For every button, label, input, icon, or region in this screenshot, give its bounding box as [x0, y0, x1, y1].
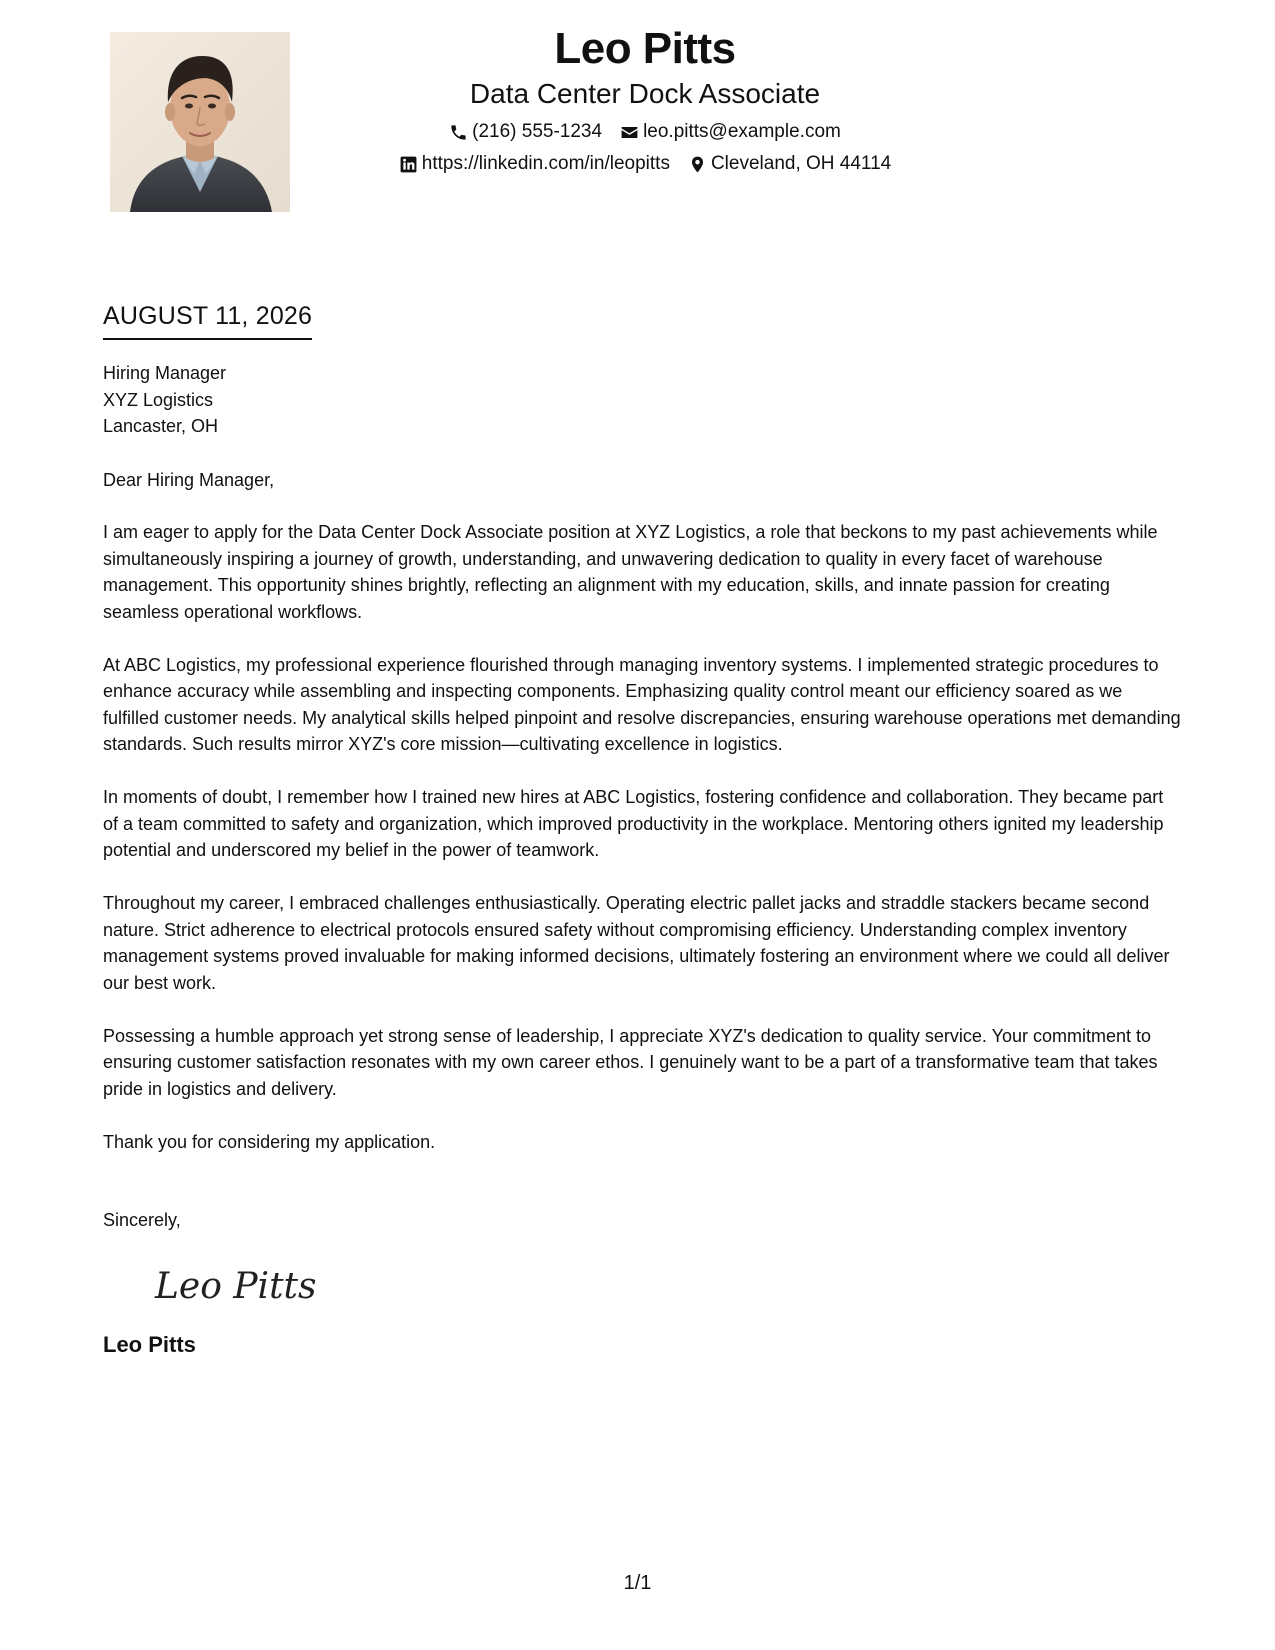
- contact-line-1: [300, 116, 990, 148]
- email-text: leo.pitts@example.com: [643, 121, 841, 142]
- letter-body: [103, 360, 1183, 1358]
- recipient-company: XYZ Logistics: [103, 389, 214, 410]
- linkedin-icon: [399, 155, 418, 174]
- contact-location: [688, 148, 891, 180]
- body-paragraph-5: Possessing a humble approach yet strong sense of leadership, I appreciate XYZ's dedication to quality service. Your commitment to ensuring customer satisfaction resonates with my own career ethos. I genuinely want to be a part of a transformative team that takes pride in logistics and delivery.: [103, 1025, 1158, 1099]
- salutation: Dear Hiring Manager,: [103, 469, 275, 490]
- recipient-block: [103, 360, 1183, 440]
- body-paragraph-3: In moments of doubt, I remember how I trained new hires at ABC Logistics, fostering confidence and collaboration. They became part of a team committed to safety and organization, which improved productivity in the workplace. Mentoring others ignited my leadership potential and underscored my belief in the power of teamwork.: [103, 787, 1164, 860]
- recipient-name: Hiring Manager: [103, 363, 227, 383]
- contact-linkedin: [399, 148, 670, 180]
- linkedin-text: https://linkedin.com/in/leopitts: [421, 153, 670, 174]
- profile-photo: [110, 32, 290, 212]
- phone-icon: [449, 123, 468, 142]
- envelope-icon: [620, 123, 639, 142]
- letter-date: AUGUST 11, 2026: [103, 300, 312, 340]
- recipient-location: Lancaster, OH: [103, 416, 219, 436]
- body-paragraph-1: I am eager to apply for the Data Center Dock Associate position at XYZ Logistics, a role that beckons to my past achievements while simultaneously inspiring a journey of growth, understanding, and unwavering dedication to quality in every facet of warehouse management. This opportunity shines brightly, reflecting an alignment with my education, skills, and innate passion for creating seamless operational workflows.: [103, 522, 1158, 622]
- handwritten-signature: [153, 1256, 1183, 1316]
- applicant-name: Leo Pitts: [554, 24, 736, 73]
- map-marker-icon: [688, 155, 707, 174]
- phone-text: (216) 555-1234: [472, 121, 603, 142]
- body-paragraph-4: Throughout my career, I embraced challenges enthusiastically. Operating electric pallet jacks and straddle stackers became second nature. Strict adherence to electrical protocols ensured safety without compromising efficiency. Understanding complex inventory management systems proved invaluable for making informed decisions, ultimately fostering an environment where we could all deliver our best work.: [103, 893, 1170, 993]
- applicant-job-title: Data Center Dock Associate: [469, 78, 821, 109]
- contact-email: [620, 116, 841, 148]
- closing: Sincerely,: [103, 1210, 181, 1230]
- signer-name: Leo Pitts: [103, 1331, 196, 1357]
- body-paragraph-2: At ABC Logistics, my professional experience flourished through managing inventory systems. I implemented strategic procedures to enhance accuracy while assembling and inspecting components. Emphasizing quality control meant our efficiency soared as we fulfilled customer needs. My analytical skills helped pinpoint and resolve discrepancies, ensuring warehouse operations met demanding standards. Such results mirror XYZ's core mission—cultivating excellence in logistics.: [103, 654, 1181, 754]
- letter-header: [300, 22, 990, 180]
- contact-phone: [449, 116, 602, 148]
- contact-line-2: [300, 148, 990, 180]
- page-number: 1/1: [623, 1572, 652, 1594]
- location-text: Cleveland, OH 44114: [710, 153, 892, 174]
- thank-you-line: Thank you for considering my application.: [103, 1131, 436, 1152]
- signature-text: Leo Pitts: [155, 1265, 317, 1307]
